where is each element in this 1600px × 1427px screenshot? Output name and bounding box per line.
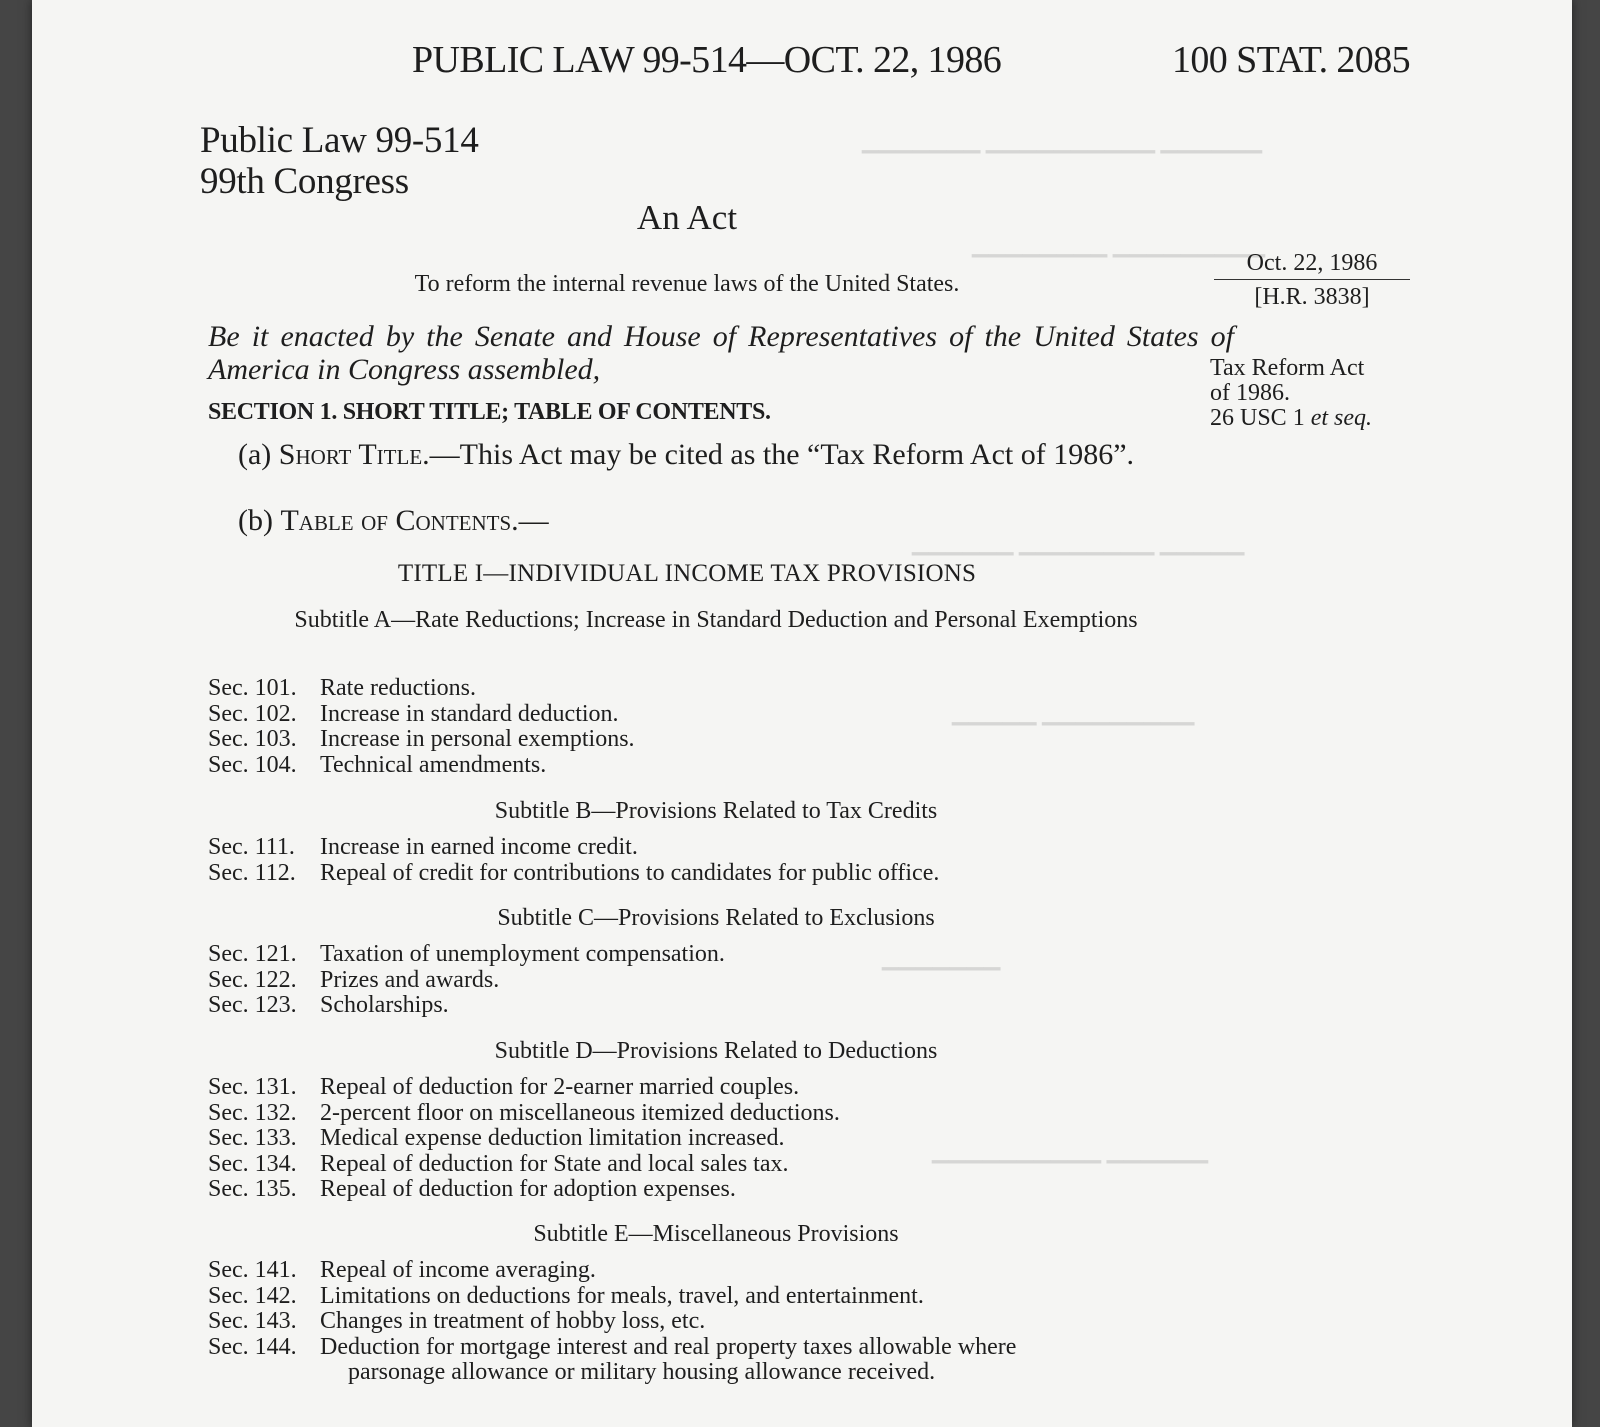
list-item — [208, 968, 1224, 994]
sec-number: Sec. 142. — [208, 1282, 297, 1309]
list-item — [208, 1309, 1224, 1335]
short-title-paragraph — [208, 438, 1234, 471]
list-item — [208, 861, 1224, 887]
sec-number: Sec. 134. — [208, 1150, 297, 1177]
sec-title: Medical expense deduction limitation increased. — [320, 1125, 785, 1151]
subtitle-heading: Subtitle A—Rate Reductions; Increase in Standard Deduction and Personal Exemptions — [294, 607, 1138, 633]
section-list — [208, 1258, 1224, 1386]
act-purpose: To reform the internal revenue laws of the United States. — [414, 271, 960, 297]
sec-title: Taxation of unemployment compensation. — [320, 941, 725, 967]
list-item — [208, 942, 1224, 968]
bleed-through-decoration: ▁▁▁▁▁▁▁▁ ▁▁▁▁▁▁▁▁▁ — [972, 232, 1266, 257]
list-item — [208, 1335, 1224, 1361]
bleed-through-decoration: ▁▁▁▁▁▁ ▁▁▁▁▁▁▁▁ ▁▁▁▁▁ — [912, 530, 1245, 555]
list-item — [208, 835, 1224, 861]
margin-note-line: of 1986. — [1210, 380, 1290, 406]
sec-number: Sec. 103. — [208, 726, 297, 752]
para-text: —This Act may be cited as the “Tax Reform Act of 1986”. — [429, 438, 1135, 471]
para-label: Table of Contents. — [280, 504, 519, 537]
sec-number: Sec. 102. — [208, 700, 297, 727]
list-item — [208, 1075, 1224, 1101]
sec-number: Sec. 143. — [208, 1308, 297, 1334]
list-item — [208, 1177, 1224, 1203]
sec-title: Repeal of credit for contributions to candidates for public office. — [320, 859, 940, 886]
sec-title: Technical amendments. — [320, 751, 547, 778]
sec-number: Sec. 131. — [208, 1074, 297, 1100]
list-item — [208, 1152, 1224, 1178]
margin-note — [1210, 356, 1372, 431]
sec-title: Repeal of deduction for State and local sales tax. — [320, 1150, 789, 1177]
document-page — [32, 0, 1572, 1427]
sec-number: Sec. 132. — [208, 1099, 297, 1126]
list-item — [208, 1126, 1224, 1152]
section-list — [208, 835, 1224, 886]
bleed-through-decoration: ▁▁▁▁▁▁▁ — [882, 945, 1001, 970]
sec-title: Changes in treatment of hobby loss, etc. — [320, 1308, 706, 1334]
section-list — [208, 942, 1224, 1019]
para-prefix: (b) — [238, 504, 281, 537]
title-heading: TITLE I—INDIVIDUAL INCOME TAX PROVISIONS — [397, 560, 977, 587]
law-number: Public Law 99-514 — [200, 120, 479, 161]
sec-title: Rate reductions. — [320, 675, 476, 701]
bleed-through-decoration: ▁▁▁▁▁ ▁▁▁▁▁▁▁▁▁ — [952, 700, 1195, 725]
sec-title: Increase in personal exemptions. — [320, 726, 635, 752]
sec-title: Repeal of deduction for adoption expenses. — [320, 1176, 736, 1202]
para-label: Short Title. — [278, 438, 430, 471]
list-item — [208, 727, 1224, 753]
sec-title: Increase in standard deduction. — [320, 700, 619, 727]
list-item — [208, 753, 1224, 779]
subtitle-heading: Subtitle C—Provisions Related to Exclusions — [497, 905, 935, 931]
stat-page-number: 100 STAT. 2085 — [1171, 39, 1410, 81]
sec-title: Repeal of deduction for 2-earner married couples. — [320, 1074, 800, 1100]
para-dash: — — [518, 504, 549, 537]
section-heading: SECTION 1. SHORT TITLE; TABLE OF CONTENTS. — [208, 399, 771, 425]
sec-number: Sec. 104. — [208, 751, 297, 778]
sec-title: Repeal of income averaging. — [320, 1257, 596, 1283]
sec-number: Sec. 121. — [208, 941, 297, 967]
running-head: PUBLIC LAW 99-514—OCT. 22, 1986 — [412, 39, 1002, 81]
sec-title: Limitations on deductions for meals, travel, and entertainment. — [320, 1282, 924, 1309]
sec-number: Sec. 101. — [208, 675, 297, 701]
subtitle-heading: Subtitle D—Provisions Related to Deductions — [494, 1038, 938, 1064]
para-prefix: (a) — [238, 438, 279, 471]
margin-note-citation — [1210, 406, 1372, 431]
sec-title: Increase in earned income credit. — [320, 834, 638, 860]
sec-title: Prizes and awards. — [320, 966, 500, 993]
sec-number: Sec. 122. — [208, 966, 297, 993]
sec-title: 2-percent floor on miscellaneous itemized deductions. — [320, 1099, 840, 1126]
sec-title: Deduction for mortgage interest and real property taxes allowable where — [320, 1333, 1017, 1360]
citation-text: 26 USC 1 — [1210, 405, 1311, 431]
sec-number: Sec. 112. — [208, 859, 296, 886]
list-item-continuation: parsonage allowance or military housing allowance received. — [348, 1359, 936, 1385]
list-item — [208, 702, 1224, 728]
sec-number: Sec. 141. — [208, 1257, 297, 1283]
list-item — [208, 1101, 1224, 1127]
margin-note-line: Tax Reform Act — [1210, 355, 1365, 381]
sec-title: Scholarships. — [320, 992, 449, 1018]
bleed-through-decoration: ▁▁▁▁▁▁▁▁▁▁ ▁▁▁▁▁▁ — [932, 1138, 1209, 1163]
list-item — [208, 676, 1224, 702]
toc-paragraph — [238, 504, 549, 538]
sec-number: Sec. 133. — [208, 1125, 297, 1151]
enacting-clause: Be it enacted by the Senate and House of Representatives of the United States of America in Congress assembled, — [208, 320, 1234, 386]
margin-bill-number: [H.R. 3838] — [1254, 284, 1370, 310]
sec-number: Sec. 135. — [208, 1176, 297, 1202]
congress-number: 99th Congress — [200, 161, 409, 202]
citation-italic: et seq. — [1310, 405, 1372, 431]
list-item — [208, 1258, 1224, 1284]
margin-date: Oct. 22, 1986 — [1214, 250, 1410, 280]
sec-number: Sec. 111. — [208, 834, 295, 860]
list-item — [208, 1284, 1224, 1310]
section-list — [208, 1075, 1224, 1203]
list-item — [208, 993, 1224, 1019]
section-list — [208, 676, 1224, 778]
sec-number: Sec. 123. — [208, 992, 297, 1018]
act-title: An Act — [636, 198, 738, 237]
subtitle-heading: Subtitle E—Miscellaneous Provisions — [533, 1221, 899, 1247]
subtitle-heading: Subtitle B—Provisions Related to Tax Credits — [494, 798, 938, 824]
sec-number: Sec. 144. — [208, 1333, 297, 1360]
bleed-through-decoration: ▁▁▁▁▁▁▁ ▁▁▁▁▁▁▁▁▁▁ ▁▁▁▁▁▁ — [862, 128, 1263, 153]
